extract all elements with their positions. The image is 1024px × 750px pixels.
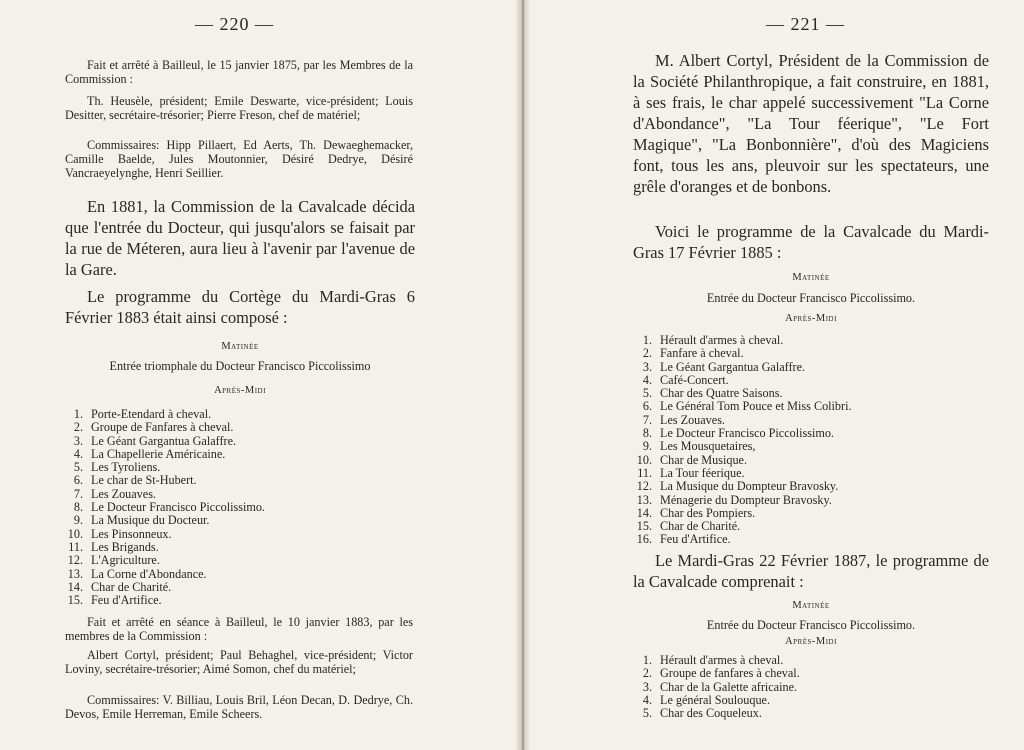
program-item-number: 14. — [67, 579, 83, 594]
program-item-text: Porte-Etendard à cheval. — [91, 407, 212, 421]
apres-midi-heading: Après-Midi — [214, 385, 266, 396]
program-item-text: Char des Pompiers. — [660, 505, 756, 520]
program-item-number: 3. — [642, 679, 652, 694]
program-item — [57, 421, 357, 434]
program-item — [626, 374, 956, 387]
program-item — [626, 694, 956, 707]
program-item-number: 15. — [67, 593, 83, 608]
program-item-number: 5. — [642, 706, 652, 721]
matinee-heading: Matinée — [221, 341, 259, 352]
program-item-text: Le Général Tom Pouce et Miss Colibri. — [660, 399, 852, 414]
seance-officers: Albert Cortyl, président; Paul Behaghel, vice-président; Victor Loviny, secrétaire-trésorier; Aimé Somon, chef du matériel; — [65, 648, 413, 677]
program-item-text: Les Pinsonneux. — [91, 526, 172, 541]
program-item-text: Le Géant Gargantua Galaffre. — [660, 359, 806, 374]
program-item-number: 8. — [642, 426, 652, 441]
program-item — [626, 467, 956, 480]
program-item — [626, 414, 956, 427]
program-item-number: 13. — [67, 566, 83, 581]
paragraph-1887: Le Mardi-Gras 22 Février 1887, le programme de la Cavalcade comprenait : — [633, 551, 989, 591]
page-number: — 220 — — [195, 14, 274, 34]
program-item-number: 1. — [73, 407, 83, 421]
program-item-number: 1. — [642, 653, 652, 667]
program-item-text: Groupe de fanfares à cheval. — [660, 666, 800, 681]
program-item-text: Les Brigands. — [91, 539, 159, 554]
seance-commissioners: Commissaires: V. Billiau, Louis Bril, Léon Decan, D. Dedrye, Ch. Devos, Emile Herreman, Emile Scheers. — [65, 693, 413, 722]
program-item-text: Les Zouaves. — [660, 412, 725, 427]
program-item-number: 4. — [642, 692, 652, 707]
program-item-text: Feu d'Artifice. — [660, 532, 731, 547]
program-item — [57, 408, 357, 421]
matinee-heading: Matinée — [792, 272, 830, 283]
matinee-line-2: Entrée du Docteur Francisco Piccolissimo. — [706, 618, 916, 632]
program-item — [57, 528, 357, 541]
program-item-number: 16. — [636, 532, 652, 547]
program-item-number: 9. — [642, 439, 652, 454]
program-item — [57, 514, 357, 527]
program-item-number: 2. — [642, 346, 652, 361]
program-item-number: 7. — [642, 412, 652, 427]
program-item-text: La Musique du Docteur. — [91, 513, 210, 528]
page-number: — 221 — — [766, 14, 845, 34]
program-item — [57, 501, 357, 514]
program-item — [57, 581, 357, 594]
program-item-text: Char de la Galette africaine. — [660, 679, 798, 694]
program-item-text: Char de Charité. — [91, 579, 172, 594]
program-item-number: 11. — [68, 539, 83, 554]
program-item-text: Le général Soulouque. — [660, 692, 770, 707]
program-item-number: 12. — [67, 553, 83, 568]
paragraph-1883: Le programme du Cortège du Mardi-Gras 6 Février 1883 était ainsi composé : — [65, 287, 415, 327]
program-item-number: 4. — [642, 372, 652, 387]
apres-midi-heading-2: Après-Midi — [785, 636, 837, 647]
program-item — [626, 507, 956, 520]
program-item — [626, 667, 956, 680]
program-item-text: La Corne d'Abondance. — [91, 566, 207, 581]
program-item — [626, 520, 956, 533]
program-item-number: 5. — [73, 460, 83, 475]
program-item — [626, 347, 956, 360]
decree-intro: Fait et arrêté à Bailleul, le 15 janvier 1875, par les Membres de la Commission : — [65, 58, 413, 87]
program-item-text: L'Agriculture. — [91, 553, 160, 568]
program-item-text: Feu d'Artifice. — [91, 593, 162, 608]
program-item — [626, 440, 956, 453]
paragraph-1885: Voici le programme de la Cavalcade du Mardi-Gras 17 Février 1885 : — [633, 222, 989, 262]
program-item-number: 10. — [67, 526, 83, 541]
program-item-text: Les Mousquetaires, — [660, 439, 756, 454]
program-item-number: 3. — [73, 433, 83, 448]
program-item-text: La Musique du Dompteur Bravosky. — [660, 479, 839, 494]
program-item-text: Char de Musique. — [660, 452, 747, 467]
program-item-text: Le char de St-Hubert. — [91, 473, 197, 488]
program-item-number: 1. — [642, 333, 652, 347]
program-item-number: 6. — [73, 473, 83, 488]
program-item-text: La Chapellerie Américaine. — [91, 446, 226, 461]
matinee-line: Entrée triomphale du Docteur Francisco Piccolissimo — [109, 359, 371, 373]
program-item — [626, 494, 956, 507]
program-item-text: Le Docteur Francisco Piccolissimo. — [660, 426, 834, 441]
matinee-heading-2: Matinée — [792, 600, 830, 611]
program-item-number: 8. — [73, 500, 83, 515]
matinee-line: Entrée du Docteur Francisco Piccolissimo. — [706, 291, 916, 305]
program-item — [57, 541, 357, 554]
program-item — [626, 681, 956, 694]
program-item-number: 7. — [73, 486, 83, 501]
program-item-number: 10. — [636, 452, 652, 467]
apres-midi-heading: Après-Midi — [785, 313, 837, 324]
program-item-text: Char de Charité. — [660, 519, 741, 534]
seance-intro: Fait et arrêté en séance à Bailleul, le 10 janvier 1883, par les membres de la Commission : — [65, 615, 413, 644]
program-item-text: Char des Quatre Saisons. — [660, 386, 783, 401]
program-item-text: Le Docteur Francisco Piccolissimo. — [91, 500, 265, 515]
paragraph-cortyl: M. Albert Cortyl, Président de la Commission de la Société Philanthropique, a fait construire, en 1881, à ses frais, le char appelé successivement "La Corne d'Abondance", "La Tour féerique", "Le Fort Magique", "La Bonbonnière", d'où des Magiciens font, tous les ans, pleuvoir sur les spectateurs, une grêle d'oranges et de bonbons. — [633, 51, 989, 196]
program-item-text: Les Zouaves. — [91, 486, 156, 501]
program-item — [626, 400, 956, 413]
program-item — [626, 454, 956, 467]
program-item — [626, 707, 956, 720]
program-item — [626, 654, 956, 667]
program-item — [57, 474, 357, 487]
right-page — [528, 0, 1024, 750]
program-item-number: 9. — [73, 513, 83, 528]
program-item — [626, 427, 956, 440]
program-item — [626, 387, 956, 400]
program-item-number: 12. — [636, 479, 652, 494]
program-item-number: 3. — [642, 359, 652, 374]
program-item — [57, 568, 357, 581]
program-item — [626, 334, 956, 347]
program-item-text: Groupe de Fanfares à cheval. — [91, 420, 234, 435]
program-item-number: 6. — [642, 399, 652, 414]
program-item-text: Café-Concert. — [660, 372, 729, 387]
program-item — [57, 435, 357, 448]
program-item-text: La Tour féerique. — [660, 465, 745, 480]
program-item-text: Hérault d'armes à cheval. — [660, 653, 784, 667]
program-list-1887 — [626, 654, 956, 720]
program-item-number: 4. — [73, 446, 83, 461]
program-item — [626, 361, 956, 374]
program-item — [57, 448, 357, 461]
program-item — [57, 488, 357, 501]
program-item-number: 2. — [642, 666, 652, 681]
decree-commissioners: Commissaires: Hipp Pillaert, Ed Aerts, Th. Dewaeghemacker, Camille Baelde, Jules Moutonnier, Désiré Dedrye, Désiré Vancraeyelynghe, Henri Seillier. — [65, 138, 413, 181]
program-item — [57, 461, 357, 474]
paragraph-1881: En 1881, la Commission de la Cavalcade décida que l'entrée du Docteur, qui jusqu'alors se faisait par la rue de Méteren, aura lieu à l'avenir par l'avenue de la Gare. — [65, 197, 415, 279]
program-item-text: Char des Coqueleux. — [660, 706, 762, 721]
program-item — [626, 533, 956, 546]
program-item-text: Hérault d'armes à cheval. — [660, 333, 784, 347]
program-item — [57, 554, 357, 567]
program-item-number: 15. — [636, 519, 652, 534]
program-item — [57, 594, 357, 607]
program-item-number: 11. — [637, 465, 652, 480]
program-item-text: Les Tyroliens. — [91, 460, 161, 475]
program-item-text: Fanfare à cheval. — [660, 346, 744, 361]
program-item-number: 14. — [636, 505, 652, 520]
decree-officers: Th. Heusèle, président; Emile Deswarte, vice-président; Louis Desitter, secrétaire-trésorier; Pierre Freson, chef de matériel; — [65, 94, 413, 123]
program-list-1883 — [57, 408, 357, 607]
program-list-1885 — [626, 334, 956, 547]
program-item-number: 13. — [636, 492, 652, 507]
program-item-number: 5. — [642, 386, 652, 401]
program-item — [626, 480, 956, 493]
program-item-number: 2. — [73, 420, 83, 435]
program-item-text: Le Géant Gargantua Galaffre. — [91, 433, 237, 448]
program-item-text: Ménagerie du Dompteur Bravosky. — [660, 492, 832, 507]
